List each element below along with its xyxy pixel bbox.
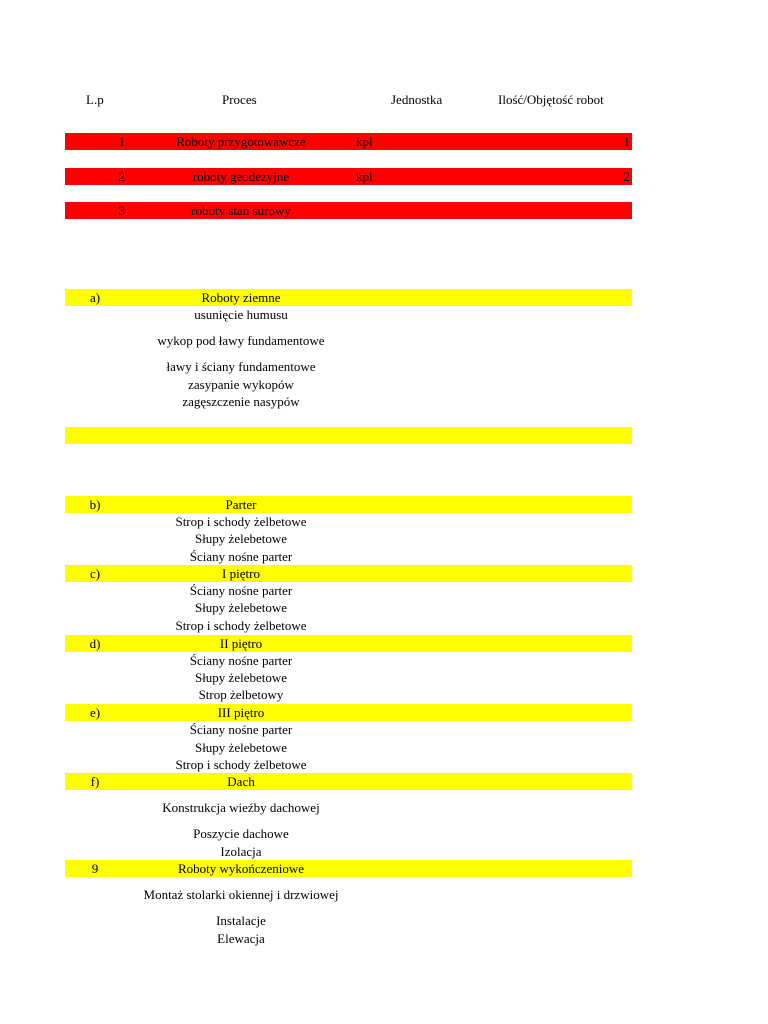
- list-item: Poszycie dachowe: [193, 826, 289, 841]
- list-item: Strop żelbetowy: [198, 687, 284, 702]
- header-ilosc: Ilość/Objętość robot: [498, 92, 604, 107]
- list-item: Montaż stolarki okiennej i drzwiowej: [143, 887, 339, 902]
- row-lp: 2: [118, 169, 125, 184]
- section-lp: d): [89, 636, 101, 651]
- section-lp: b): [89, 497, 101, 512]
- table-row: [65, 133, 632, 150]
- section-title: Dach: [227, 774, 255, 789]
- section-title: Roboty wykończeniowe: [177, 861, 304, 876]
- row-jednostka: kpl: [356, 169, 373, 184]
- list-item: Słupy żelebetowe: [194, 740, 288, 755]
- list-item: zagęszczenie nasypów: [182, 394, 300, 409]
- list-item: Słupy żelebetowe: [194, 670, 288, 685]
- list-item: Elewacja: [217, 931, 265, 946]
- row-proces: roboty geodezyjne: [192, 169, 290, 184]
- section-title: Parter: [225, 497, 257, 512]
- section-row: [65, 704, 632, 721]
- row-jednostka: kpl: [356, 134, 373, 149]
- row-lp: 3: [118, 203, 125, 218]
- list-item: ławy i ściany fundamentowe: [166, 359, 316, 374]
- list-item: Ściany nośne parter: [189, 722, 293, 737]
- section-row: [65, 289, 632, 306]
- row-ilosc: 2: [623, 169, 630, 184]
- section-row: [65, 860, 632, 877]
- list-item: Strop i schody żelbetowe: [175, 757, 307, 772]
- list-item: Słupy żelebetowe: [194, 531, 288, 546]
- section-title: I piętro: [222, 566, 260, 581]
- list-item: Ściany nośne parter: [189, 549, 293, 564]
- list-item: zasypanie wykopów: [188, 377, 294, 392]
- section-title: III piętro: [217, 705, 265, 720]
- header-jednostka: Jednostka: [391, 92, 443, 107]
- section-lp: e): [89, 705, 101, 720]
- table-row: [65, 168, 632, 185]
- list-item: Strop i schody żelbetowe: [175, 514, 307, 529]
- list-item: Ściany nośne parter: [189, 653, 293, 668]
- list-item: Instalacje: [216, 913, 266, 928]
- row-proces: Roboty przygotowawcze: [176, 134, 306, 149]
- empty-highlight-row: [65, 427, 632, 444]
- list-item: Izolacja: [220, 844, 262, 859]
- list-item: Słupy żelebetowe: [194, 600, 288, 615]
- table-row: [65, 202, 632, 219]
- section-title: Roboty ziemne: [201, 290, 281, 305]
- section-row: [65, 773, 632, 790]
- section-lp: a): [89, 290, 101, 305]
- list-item: Ściany nośne parter: [189, 583, 293, 598]
- section-lp: f): [90, 774, 100, 789]
- row-ilosc: 1: [623, 134, 630, 149]
- row-proces: roboty stan surowy: [191, 203, 291, 218]
- section-row: [65, 496, 632, 513]
- section-lp: 9: [91, 861, 99, 876]
- section-row: [65, 635, 632, 652]
- header-proces: Proces: [222, 92, 257, 107]
- section-row: [65, 565, 632, 582]
- list-item: Konstrukcja wieźby dachowej: [162, 800, 320, 815]
- section-title: II piętro: [219, 636, 263, 651]
- list-item: Strop i schody żelbetowe: [175, 618, 307, 633]
- list-item: usunięcie humusu: [194, 307, 288, 322]
- section-lp: c): [89, 566, 101, 581]
- list-item: wykop pod ławy fundamentowe: [157, 333, 325, 348]
- header-lp: L.p: [86, 92, 104, 107]
- row-lp: 1: [118, 134, 125, 149]
